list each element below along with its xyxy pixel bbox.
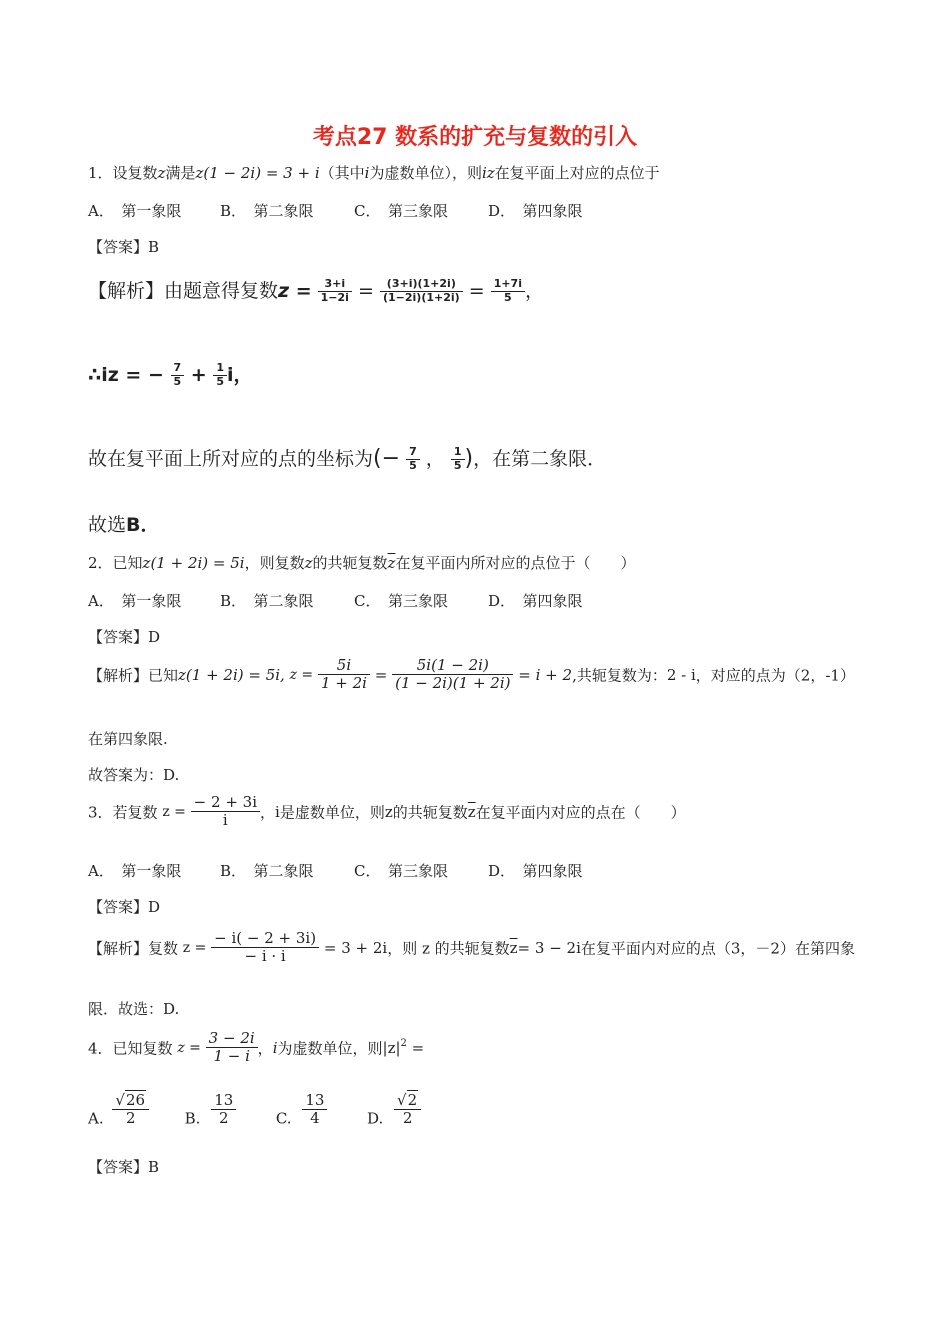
q1-fraction-7: $\frac{1}{5}$ [451, 446, 465, 472]
q1-sep: ， [425, 448, 445, 470]
q1-explanation-line2 [88, 360, 253, 389]
q1-iz: iz [481, 164, 495, 182]
q1-exp1-lead: 【解析】由题意得复数 [88, 280, 279, 302]
q3-zbar2: $\overline{z}$ [509, 938, 518, 957]
q2-option-b: B． 第二象限 [220, 592, 314, 610]
q3-exp-tail: 在复平面内对应的点（3，－2）在第四象 [580, 939, 855, 958]
q1-answer: 【答案】B [88, 238, 160, 256]
q1-final-lead: 故选 [88, 514, 127, 536]
q3-stem [88, 794, 686, 830]
q2-conjugate: 2 - i [666, 665, 696, 684]
q1-eq-sign-2: = [468, 280, 485, 302]
q4-stem [88, 1030, 424, 1066]
q2-stem [88, 552, 635, 573]
q1-stem-b: 满是 [165, 164, 196, 182]
q2-stem-b: ，则复数 [244, 554, 305, 572]
q1-equation: z(1 − 2i) = 3 + i [195, 164, 320, 182]
q4-superscript: 2 [400, 1037, 407, 1049]
q4-abs-z: |z| [382, 1038, 401, 1057]
q2-exp-equation: z(1 + 2i) = 5i, [178, 665, 285, 684]
q2-zbar: $\overline{z}$ [387, 554, 396, 572]
q1-fraction-6: $\frac{7}{5}$ [406, 446, 420, 472]
q4-stem-c: 为虚数单位，则 [277, 1039, 383, 1058]
q2-fraction-1: $\frac{5i}{1 + 2i}$ [318, 657, 370, 693]
q3-zbar: $\overline{z}$ [467, 802, 476, 821]
q3-exp-z: z = [182, 939, 207, 956]
q1-exp2-tail: i， [226, 364, 253, 386]
q4-option-b-label: B. [184, 1109, 201, 1128]
q2-eq-sign: = [374, 665, 388, 684]
q4-answer: 【答案】B [88, 1158, 160, 1176]
q4-option-c-label: C. [275, 1109, 292, 1128]
q4-option-a-label: A. [88, 1109, 104, 1128]
q1-option-d: D． 第四象限 [488, 202, 583, 220]
q1-stem-d: 为虚数单位），则 [369, 164, 482, 182]
q1-final-answer: B． [126, 514, 160, 536]
q3-answer: 【答案】D [88, 898, 161, 916]
q4-equals: = [406, 1038, 425, 1057]
q2-exp-tail: ，对应的点为（2，-1） [695, 666, 855, 685]
q2-exp-lead: 【解析】已知 [88, 666, 179, 685]
q1-z: z [157, 164, 166, 182]
q2-final: 故答案为：D. [88, 766, 180, 784]
q1-fraction-1: $\frac{3+i}{1-2i}$ [318, 278, 352, 304]
q2-exp-z: z = [289, 666, 314, 683]
q2-stem-a: 2．已知 [88, 554, 143, 572]
q1-stem-c: （其中 [319, 164, 365, 182]
q1-exp3-lead: 故在复平面上所对应的点的坐标为 [88, 448, 374, 470]
q3-explanation-line1 [88, 930, 855, 966]
q3-fraction-2: $\frac{- i( - 2 + 3i)}{- i \cdot i}$ [211, 930, 319, 966]
q1-fraction-3: $\frac{1+7i}{5}$ [491, 278, 525, 304]
q2-fraction-2: $\frac{5i(1 - 2i)}{(1 - 2i)(1 + 2i)}$ [392, 657, 513, 693]
q2-z: z [304, 554, 313, 572]
q3-option-a: A． 第一象限 [88, 862, 182, 880]
q3-stem-c: 是虚数单位，则 [279, 803, 385, 822]
q3-exp-lead: 【解析】复数 [88, 939, 179, 958]
q1-final [88, 510, 160, 537]
q3-option-c: C． 第三象限 [354, 862, 448, 880]
q1-fraction-2: $\frac{(3+i)(1+2i)}{(1-2i)(1+2i)}$ [380, 278, 463, 304]
q2-option-a: A． 第一象限 [88, 592, 182, 610]
q2-option-d: D． 第四象限 [488, 592, 583, 610]
q4-stem-b: ， [257, 1039, 273, 1058]
q1-option-b: B． 第二象限 [220, 202, 314, 220]
q4-option-d-value: $\frac{√2}{2}$ [394, 1092, 421, 1128]
q1-comma: ， [524, 280, 544, 302]
q1-i: i [364, 164, 370, 182]
q2-explanation-line2: 在第四象限. [88, 730, 168, 748]
q2-answer: 【答案】D [88, 628, 161, 646]
q4-fraction: $\frac{3 - 2i}{1 - i}$ [206, 1030, 258, 1066]
q2-stem-c: 的共轭复数 [312, 554, 388, 572]
q2-equation: z(1 + 2i) = 5i [142, 554, 245, 572]
q4-z: z = [177, 1039, 201, 1056]
q4-option-b-value: $\frac{13}{2}$ [211, 1092, 236, 1128]
q3-stem-e: 在复平面内对应的点在（ ） [475, 803, 686, 822]
q1-stem-a: 1．设复数 [88, 164, 158, 182]
q3-option-b: B． 第二象限 [220, 862, 314, 880]
q3-stem-a: 3．若复数 [88, 803, 158, 822]
q1-plus: + [190, 364, 207, 386]
q3-fraction: $\frac{- 2 + 3i}{i}$ [191, 794, 260, 830]
q3-z: z = [162, 803, 186, 820]
q1-exp2-lead: ∴iz = − [88, 364, 164, 386]
q4-i: i [272, 1038, 278, 1057]
q3-conjugate: = 3 − 2i [517, 938, 581, 957]
q1-eq-sign-1: = [358, 280, 374, 302]
q1-exp1-z: z = [278, 280, 312, 302]
q1-fraction-4: $\frac{7}{5}$ [171, 362, 185, 388]
q4-options [88, 1092, 421, 1128]
q3-result: = 3 + 2i [323, 938, 388, 957]
page-title: 考点27 数系的扩充与复数的引入 [312, 125, 638, 150]
q2-result: = i + 2 [518, 665, 573, 684]
q1-explanation-line1 [88, 276, 544, 305]
q4-stem-a: 4．已知复数 [88, 1039, 173, 1058]
q2-exp-mid: ,共轭复数为： [572, 666, 667, 685]
q3-explanation-line2: 限．故选：D. [88, 1000, 180, 1018]
q2-stem-d: 在复平面内所对应的点位于（ ） [395, 554, 636, 572]
q1-exp3-tail: ，在第二象限． [473, 448, 607, 470]
q1-paren-open: (− [373, 446, 401, 471]
q1-stem [88, 162, 660, 183]
q3-stem-b: ， [260, 803, 276, 822]
q1-paren-close: ) [464, 446, 474, 471]
q1-explanation-line3 [88, 444, 606, 473]
q1-stem-e: 在复平面上对应的点位于 [494, 164, 660, 182]
q3-exp-mid: ，则 z 的共轭复数 [387, 939, 510, 958]
q3-option-d: D． 第四象限 [488, 862, 583, 880]
q3-z2: z [384, 802, 393, 821]
q1-option-a: A． 第一象限 [88, 202, 182, 220]
q4-option-a-value: $\frac{√26}{2}$ [112, 1092, 149, 1128]
q3-stem-d: 的共轭复数 [392, 803, 468, 822]
q4-option-d-label: D. [367, 1109, 384, 1128]
q1-option-c: C． 第三象限 [354, 202, 448, 220]
q3-i: i [275, 802, 280, 821]
q1-fraction-5: $\frac{1}{5}$ [213, 362, 227, 388]
q4-option-c-value: $\frac{13}{4}$ [302, 1092, 327, 1128]
q2-explanation-line1 [88, 657, 855, 693]
q2-option-c: C． 第三象限 [354, 592, 448, 610]
